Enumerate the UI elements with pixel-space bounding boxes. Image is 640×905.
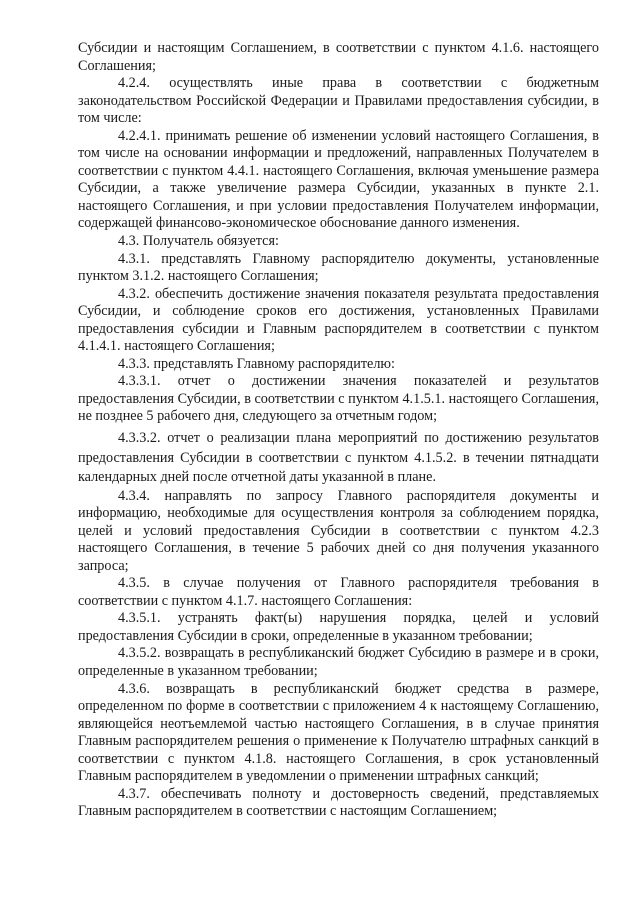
paragraph-4-2-4-1: 4.2.4.1. принимать решение об изменении условий настоящего Соглашения, в том числе на основании информации и предложений, направленных Получателем в соответствии с пунктом 4.4.1. настоящего Соглашения, включая уменьшение размера Субсидии, а также увеличение размера Субсидии, указанных в пункте 2.1. настоящего Соглашения, и при условии предоставления Получателем информации, содержащей финансово-экономическое обоснование данного изменения. bbox=[78, 127, 599, 232]
paragraph-4-3-3-1: 4.3.3.1. отчет о достижении значения показателей и результатов предоставления Субсидии, в соответствии с пунктом 4.1.5.1. настоящего Соглашения, не позднее 5 рабочего дня, следующего за отчетным годом; bbox=[78, 373, 599, 425]
paragraph-4-3-5-1: 4.3.5.1. устранять факт(ы) нарушения порядка, целей и условий предоставления Субсидии в сроки, определенные в указанном требовании; bbox=[78, 610, 599, 644]
paragraph-4-3-5: 4.3.5. в случае получения от Главного распорядителя требования в соответствии с пунктом 4.1.7. настоящего Соглашения: bbox=[78, 575, 599, 609]
paragraph-4-3-6: 4.3.6. возвращать в республиканский бюджет средства в размере, определенном по форме в соответствии с приложением 4 к настоящему Соглашению, являющейся неотъемлемой частью настоящего Соглашения, в в случае принятия Главным распорядителем решения о применение к Получателю штрафных санкций в соответствии с пунктом 4.1.8. настоящего Соглашения, в срок установленный Главным распорядителем в уведомлении о применении штрафных санкций; bbox=[78, 680, 599, 785]
paragraph-4-3-3-2: 4.3.3.2. отчет о реализации плана мероприятий по достижению результатов предоставления Субсидии в соответствии с пунктом 4.1.5.2. в течении пятнадцати календарных дней после отчетной даты указанной в плане. bbox=[78, 430, 599, 486]
paragraph-subsidy-continuation: Субсидии и настоящим Соглашением, в соответствии с пунктом 4.1.6. настоящего Соглашения; bbox=[78, 40, 599, 74]
document-body bbox=[78, 40, 599, 821]
paragraph-4-3-7: 4.3.7. обеспечивать полноту и достоверность сведений, представляемых Главным распорядителем в соответствии с настоящим Соглашением; bbox=[78, 785, 599, 820]
paragraph-4-3-5-2: 4.3.5.2. возвращать в республиканский бюджет Субсидию в размере и в сроки, определенные в указанном требовании; bbox=[78, 645, 599, 679]
paragraph-4-3-4: 4.3.4. направлять по запросу Главного распорядителя документы и информацию, необходимые для осуществления контроля за соблюдением порядка, целей и условий предоставления Субсидии в соответствии с пунктом 4.2.3 настоящего Соглашения, в течение 5 рабочих дней со дня получения указанного запроса; bbox=[78, 487, 599, 574]
paragraph-4-3-3: 4.3.3. представлять Главному распорядителю: bbox=[118, 355, 395, 372]
paragraph-4-2-4: 4.2.4. осуществлять иные права в соответствии с бюджетным законодательством Российской Федерации и Правилами предоставления субсидии, в том числе: bbox=[78, 75, 599, 127]
paragraph-4-3: 4.3. Получатель обязуется: bbox=[118, 233, 279, 250]
paragraph-4-3-1: 4.3.1. представлять Главному распорядителю документы, установленные пунктом 3.1.2. настоящего Соглашения; bbox=[78, 250, 599, 285]
paragraph-4-3-2: 4.3.2. обеспечить достижение значения показателя результата предоставления Субсидии, и соблюдение сроков его достижения, установленных Правилами предоставления субсидии и Главным распорядителем в соответствии с пунктом 4.1.4.1. настоящего Соглашения; bbox=[78, 285, 599, 355]
